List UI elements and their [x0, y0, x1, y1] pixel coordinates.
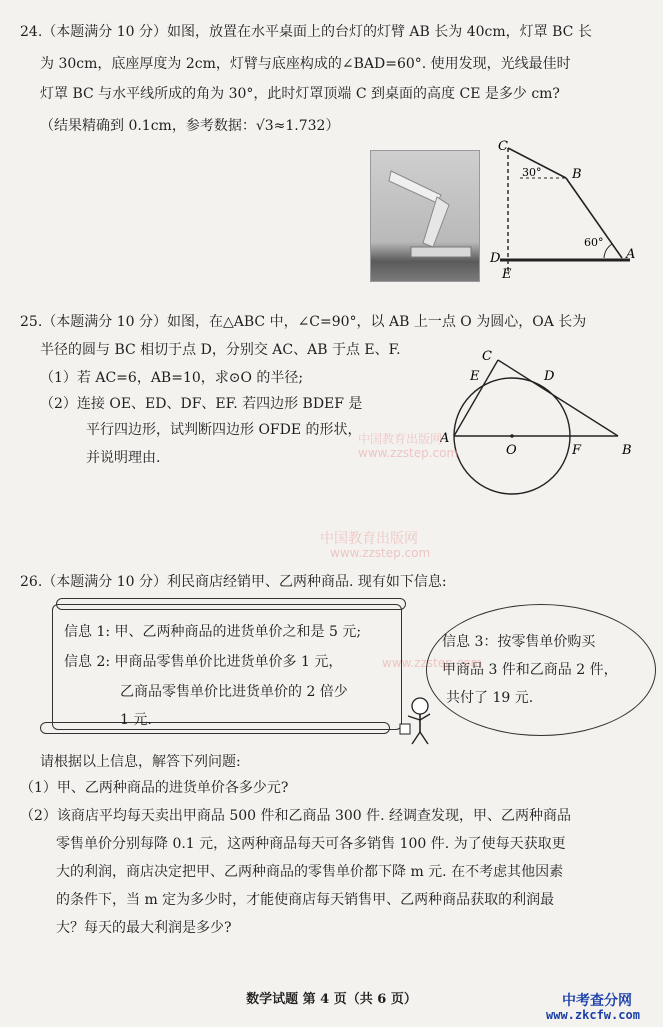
q25-line-4: （2）连接 OE、ED、DF、EF. 若四边形 BDEF 是	[40, 396, 363, 412]
q24-line-2: 为 30cm，底座厚度为 2cm，灯臂与底座构成的∠BAD=60°. 使用发现，光线最佳时	[40, 56, 571, 72]
q25-line-3: （1）若 AC=6，AB=10，求⊙O 的半径;	[40, 370, 304, 386]
cb-line	[498, 360, 618, 436]
label-b: B	[622, 443, 632, 458]
q25-diagram	[440, 344, 640, 524]
label-a: A	[440, 431, 450, 446]
q24-line-3: 灯罩 BC 与水平线所成的角为 30°，此时灯罩顶端 C 到桌面的高度 CE 是多少 cm?	[40, 86, 560, 102]
lamp-photo-sketch	[371, 151, 479, 281]
page-footer: 数学试题 第 4 页（共 6 页）	[246, 992, 417, 1007]
angle-60-arc	[604, 244, 612, 258]
info-2b: 乙商品零售单价比进货单价的 2 倍少	[120, 684, 348, 700]
info-2c: 1 元.	[120, 712, 152, 728]
q24-line-1: 24.（本题满分 10 分）如图，放置在水平桌面上的台灯的灯臂 AB 长为 40cm，灯罩 BC 长	[20, 24, 592, 40]
angle-30-label: 30°	[522, 166, 542, 179]
q26-part-2e: 大？每天的最大利润是多少?	[56, 920, 232, 936]
q26-part-2c: 大的利润，商店决定把甲、乙两种商品的零售单价都下降 m 元. 在不考虑其他因素	[56, 864, 564, 880]
label-o: O	[506, 443, 517, 458]
q26-part-2d: 的条件下，当 m 定为多少时，才能使商店每天销售甲、乙两种商品获取的利润最	[56, 892, 555, 908]
scroll-top-roll	[56, 598, 406, 610]
watermark-3-url: www.zzstep.com	[382, 656, 483, 670]
q26-ask: 请根据以上信息，解答下列问题:	[40, 754, 241, 770]
label-d: D	[490, 251, 501, 266]
q25-line-2: 半径的圆与 BC 相切于点 D，分别交 AC、AB 于点 E、F.	[40, 342, 401, 358]
q25-line-1: 25.（本题满分 10 分）如图，在△ABC 中，∠C=90°，以 AB 上一点 O 为圆心，OA 长为	[20, 314, 587, 330]
label-e: E	[502, 267, 512, 280]
q25-line-5: 平行四边形，试判断四边形 OFDE 的形状，	[86, 422, 362, 438]
lamp-photo	[370, 150, 480, 282]
q26-part-1: （1）甲、乙两种商品的进货单价各多少元?	[20, 780, 289, 796]
q25-line-6: 并说明理由.	[86, 450, 161, 466]
brand-url[interactable]: www.zkcfw.com	[546, 1008, 640, 1022]
label-c: C	[482, 349, 492, 364]
info-3b: 甲商品 3 件和乙商品 2 件，	[442, 662, 618, 678]
cartoon-person-icon	[398, 694, 438, 748]
q24-diagram	[480, 140, 640, 280]
label-c: C	[498, 140, 508, 154]
info-1: 信息 1: 甲、乙两种商品的进货单价之和是 5 元;	[64, 624, 362, 640]
label-f: F	[572, 443, 582, 458]
info-3c: 共付了 19 元.	[446, 690, 534, 706]
label-e: E	[470, 369, 480, 384]
watermark-1: 中国教育出版网	[358, 432, 443, 446]
angle-60-label: 60°	[584, 236, 604, 249]
watermark-2: 中国教育出版网	[320, 531, 418, 547]
label-a: A	[626, 247, 636, 262]
info-2a: 信息 2: 甲商品零售单价比进货单价多 1 元，	[64, 654, 343, 670]
brand-name: 中考查分网	[562, 993, 632, 1009]
q26-line-1: 26.（本题满分 10 分）利民商店经销甲、乙两种商品. 现有如下信息:	[20, 574, 447, 590]
center-point	[510, 434, 514, 438]
scroll-bottom-roll	[40, 722, 390, 734]
q26-part-2b: 零售单价分别每降 0.1 元，这两种商品每天可各多销售 100 件. 为了使每天获取更	[56, 836, 566, 852]
watermark-1-url: www.zzstep.com	[358, 446, 459, 460]
q24-line-4: （结果精确到 0.1cm，参考数据：√3≈1.732）	[40, 118, 340, 134]
watermark-2-url: www.zzstep.com	[330, 546, 431, 560]
q26-part-2a: （2）该商店平均每天卖出甲商品 500 件和乙商品 300 件. 经调查发现，甲、乙两种商品	[20, 808, 572, 824]
label-b: B	[572, 167, 582, 182]
info-3a: 信息 3：按零售单价购买	[442, 634, 596, 650]
label-d: D	[544, 369, 555, 384]
